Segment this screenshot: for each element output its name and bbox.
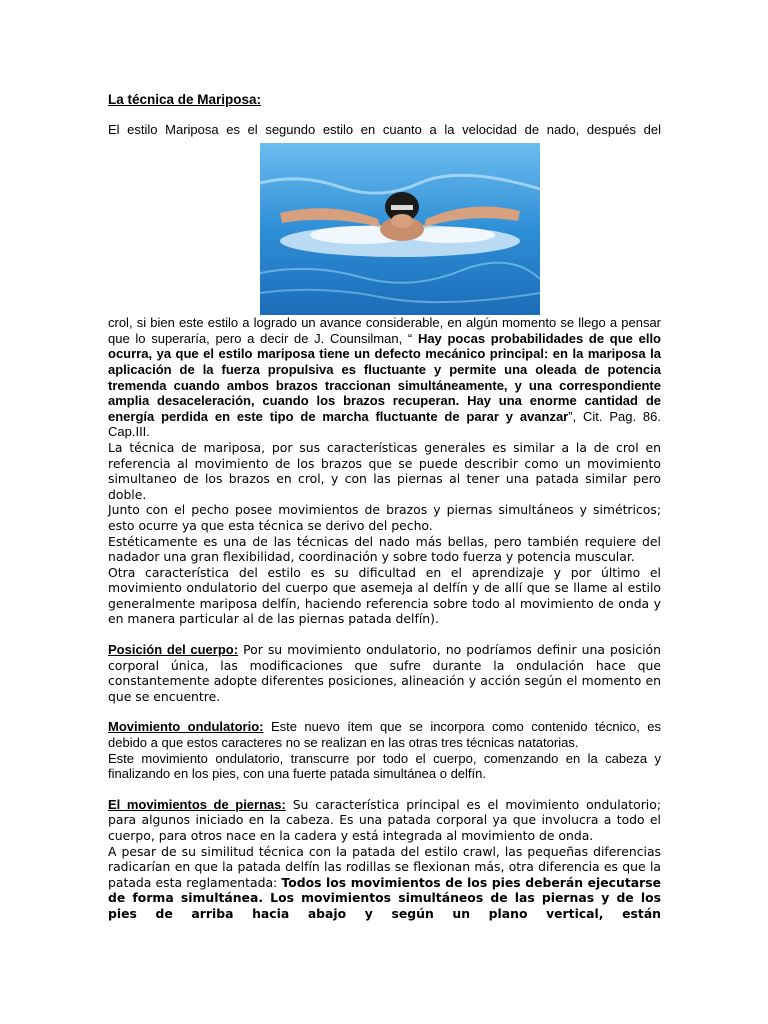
- butterfly-swimmer-illustration: [260, 143, 540, 315]
- spacer: [108, 704, 661, 719]
- section-heading-legs: El movimientos de piernas:: [108, 796, 286, 812]
- section-text-undulation: Este nuevo ítem que se incorpora como contenido técnico, es debido a que estos caracteres no se realizan en las otras tres técnicas natatorias.: [108, 719, 662, 751]
- section-legs: [108, 797, 661, 844]
- section-text-legs-2: [108, 844, 661, 922]
- spacer: [108, 627, 661, 642]
- intro-paragraph: El estilo Mariposa es el segundo estilo en cuanto a la velocidad de nado, después del: [108, 121, 661, 137]
- swimmer-photo: [260, 143, 540, 315]
- paragraph-dolphin: Otra característica del estilo es su dificultad en el aprendizaje y por último el movimiento ondulatorio del cuerpo que asemeja al delfín y de allí que se llame al estilo generalmente mariposa delfín, haciendo referencia sobre todo al movimiento de onda y en manera particular al de las piernas patada delfín).: [108, 564, 661, 627]
- paragraph-counsilman: [108, 315, 661, 440]
- section-body-position: [108, 642, 661, 704]
- document-page: [108, 92, 661, 922]
- section-text-legs: Su característica principal es el movimiento ondulatorio; para algunos iniciado en la cabeza. Es una patada corporal ya que involucra a todo el cuerpo, para otros nace en la cadera y está integrada al movimiento de onda.: [108, 796, 662, 843]
- section-heading-undulation: Movimiento ondulatorio:: [108, 719, 264, 735]
- section-text-body-position: Por su movimiento ondulatorio, no podríamos definir una posición corporal única, las modificaciones que sufre durante la ondulación hace que constantemente adopte diferentes posiciones, alineación y acción según el momento en que se encuentre.: [108, 642, 661, 704]
- spacer: [108, 782, 661, 797]
- legs-text-rule: Todos los movimientos de los pies deberán ejecutarse de forma simultánea. Los movimientos simultáneos de las piernas y de los pies de arriba hacia abajo y según un plano vertical, están: [108, 874, 661, 921]
- p1-citation: ”, Cit. Pag. 86. Cap.III.: [108, 408, 662, 440]
- paragraph-symmetry: Junto con el pecho posee movimientos de brazos y piernas simultáneos y simétricos; esto ocurre ya que esta técnica se derivo del pecho.: [108, 502, 661, 533]
- section-heading-body-position: Posición del cuerpo:: [108, 642, 239, 658]
- section-undulation: [108, 719, 661, 750]
- legs-text-regular: A pesar de su similitud técnica con la patada del estilo crawl, las pequeñas diferencias radicarían en que la patada delfín las rodillas se flexionan más, otra diferencia es que la patada esta reglamentada:: [108, 843, 661, 890]
- section-text-undulation-2: Este movimiento ondulatorio, transcurre por todo el cuerpo, comenzando en la cabeza y finalizando en los pies, con una fuerte patada simultánea o delfín.: [108, 750, 661, 782]
- page-title: La técnica de Mariposa:: [108, 92, 262, 107]
- paragraph-arms: La técnica de mariposa, por sus características generales es similar a la de crol en referencia al movimiento de los brazos que se puede describir como un movimiento simultaneo de los brazos en crol, y con las piernas al tener una patada similar pero doble.: [108, 439, 661, 502]
- p1-quote: Hay pocas probabilidades de que ello ocurra, ya que el estilo mariposa tiene un defecto mecánico principal: en la mariposa la aplicación de la fuerza propulsiva es fluctuante y permite una oleada de potencia tremenda cuando ambos brazos traccionan simultáneamente, y una correspondiente amplia desaceleración, cuando los brazos recuperan. Hay una enorme cantidad de energía perdida en este tipo de marcha fluctuante de parar y avanzar: [108, 330, 661, 424]
- p1-text: crol, si bien este estilo a logrado un avance considerable, en algún momento se llego a pensar que lo superaría, pero a decir de J. Counsilman, “: [108, 315, 661, 346]
- paragraph-aesthetics: Estéticamente es una de las técnicas del nado más bellas, pero también requiere del nadador una gran flexibilidad, coordinación y sobre todo fuerza y potencia muscular.: [108, 533, 661, 565]
